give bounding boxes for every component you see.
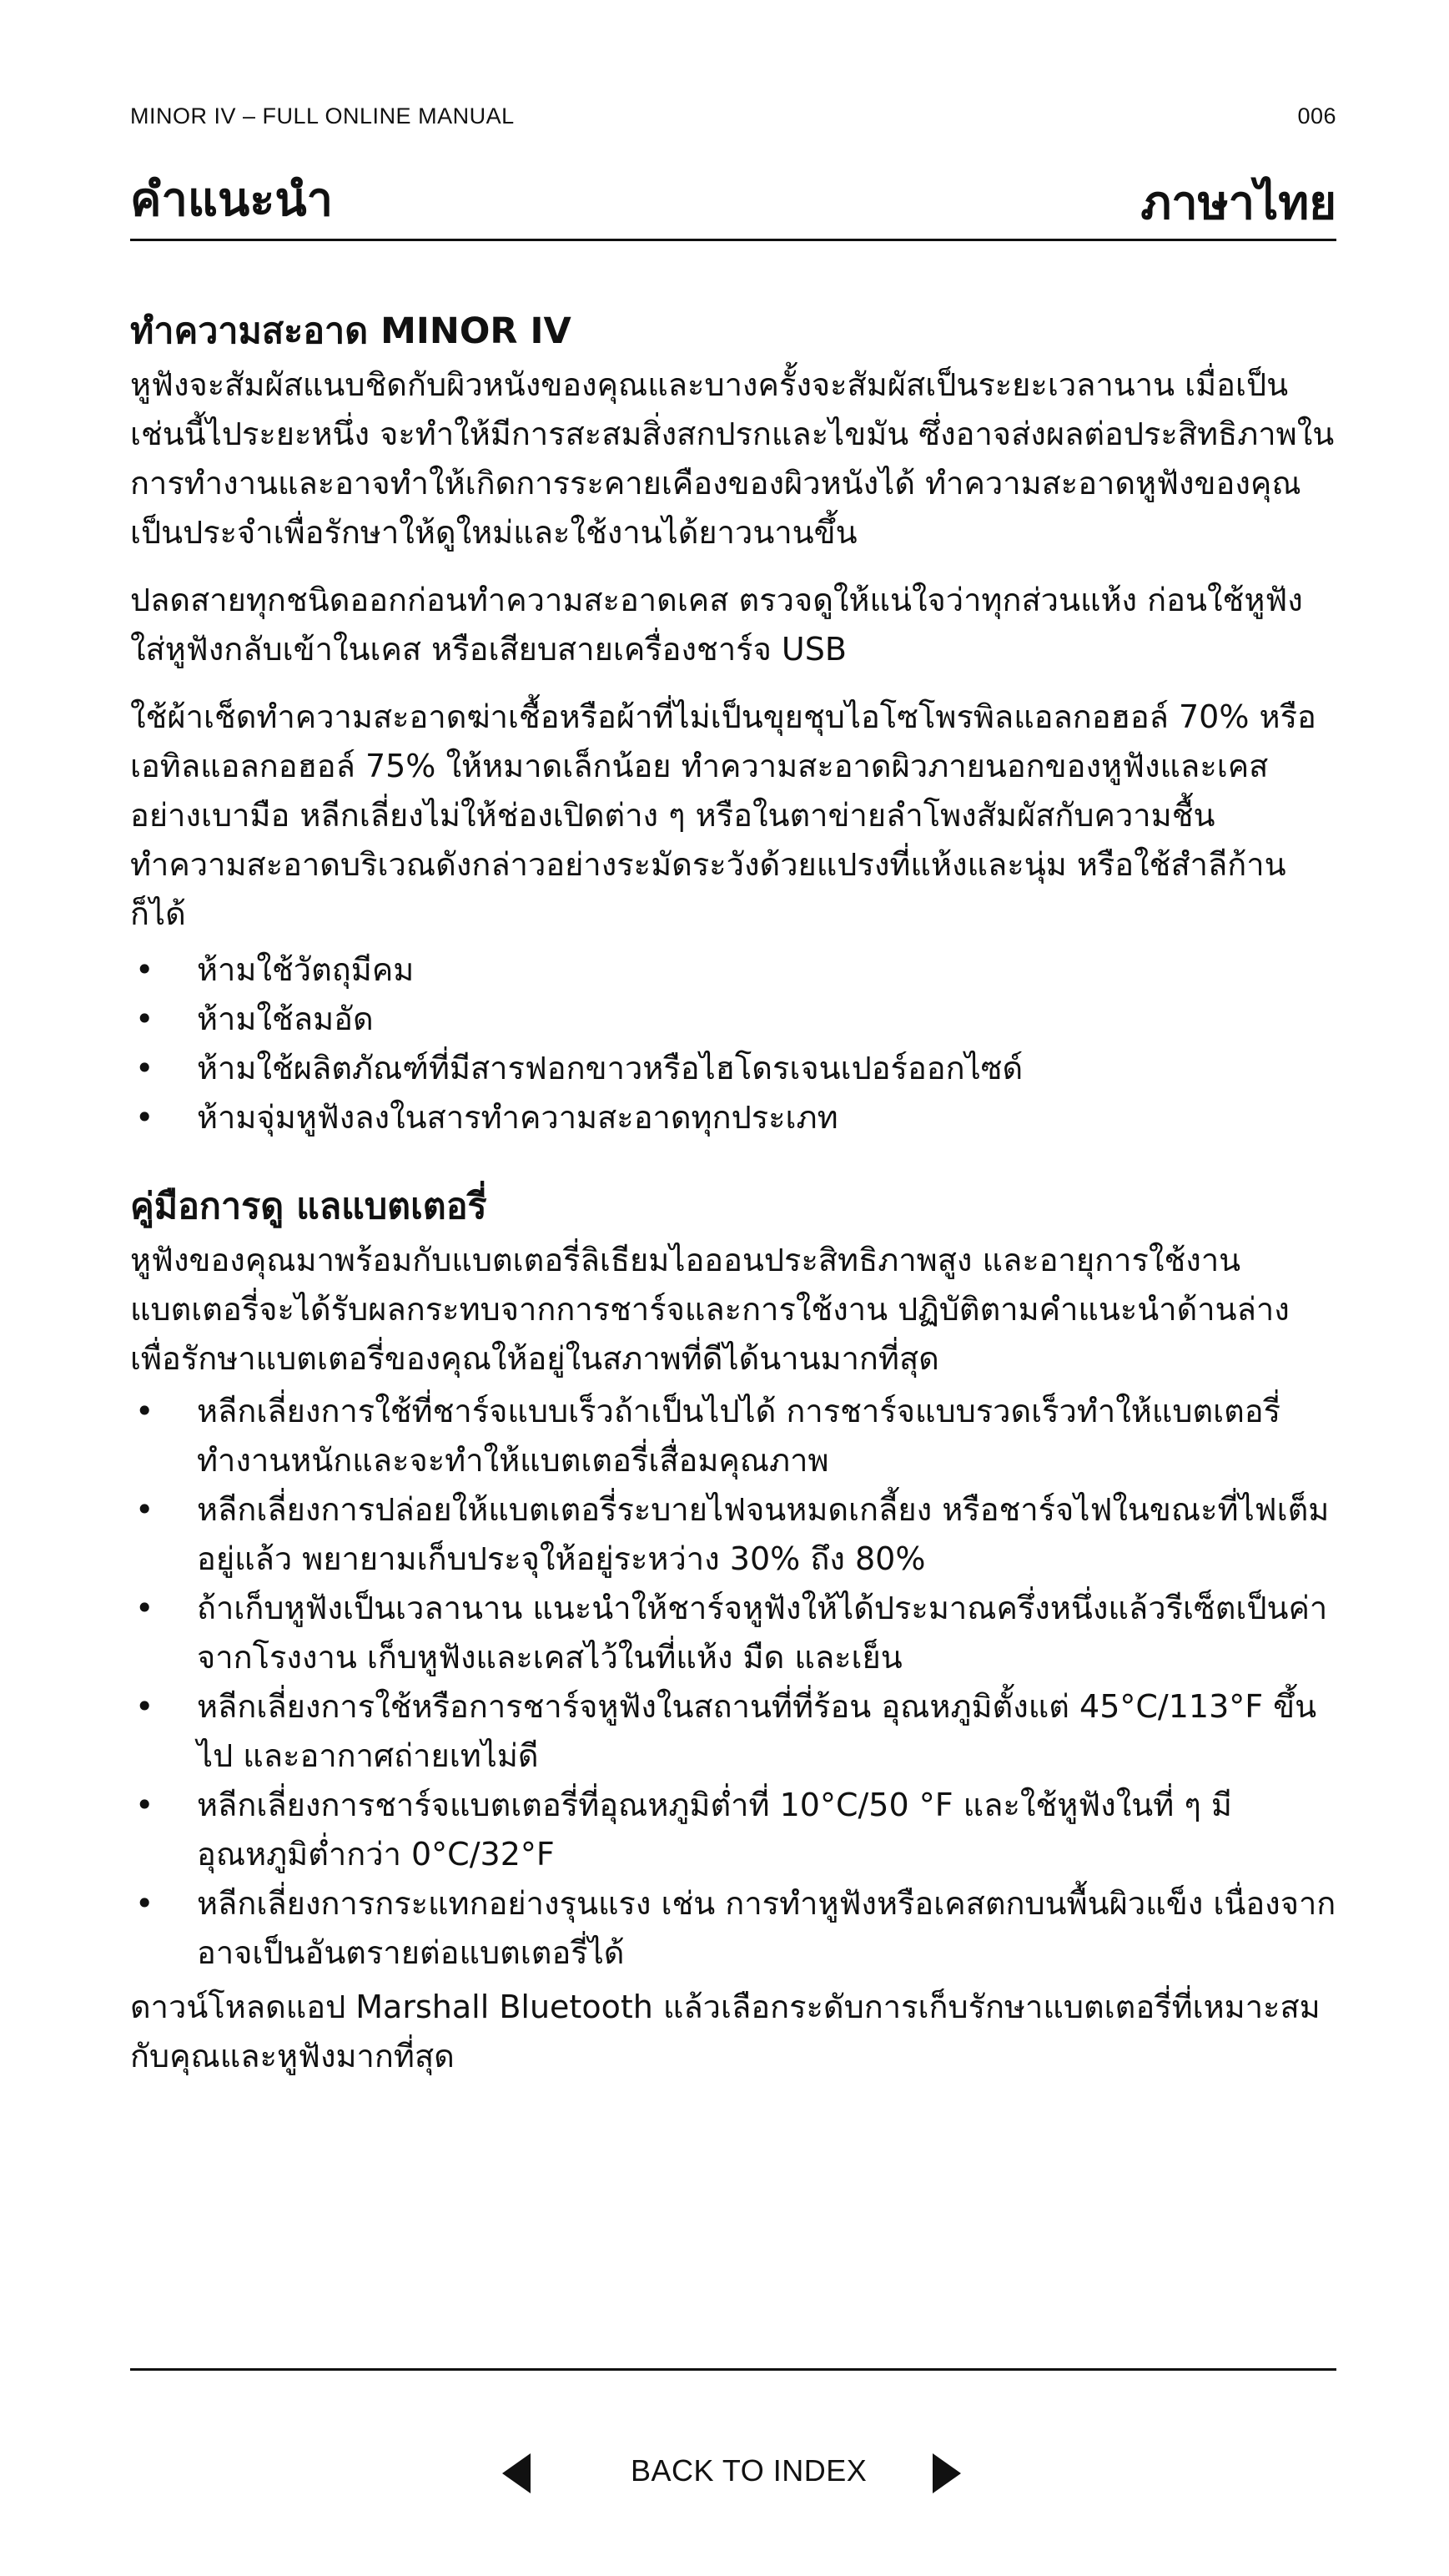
battery-intro: หูฟังของคุณมาพร้อมกับแบตเตอรี่ลิเธียมไอออนประสิทธิภาพสูง และอายุการใช้งานแบตเตอรี่จะได้รับผลกระทบจากการชาร์จและการใช้งาน ปฏิบัติตามคำแนะนำด้านล่างเพื่อรักษาแบตเตอรี่ของคุณให้อยู่ในสภาพที่ดีได้นานมากที่สุด	[130, 1242, 1290, 1377]
battery-tips-list	[130, 1387, 1336, 1978]
section-heading: คำแนะนำ	[130, 173, 334, 227]
heading-row	[130, 160, 1336, 240]
list-item-text: หลีกเลี่ยงการใช้ที่ชาร์จแบบเร็วถ้าเป็นไปได้ การชาร์จแบบรวดเร็วทำให้แบตเตอรี่ทำงานหนักและจะทำให้แบตเตอรี่เสื่อมคุณภาพ	[197, 1393, 1281, 1479]
back-to-index-link[interactable]: BACK TO INDEX	[631, 2453, 868, 2488]
footer-divider	[130, 2368, 1336, 2371]
list-item	[130, 1485, 1336, 1584]
list-item	[130, 1781, 1336, 1879]
next-page-icon[interactable]	[933, 2453, 961, 2493]
bullet-dot: •	[135, 1393, 154, 1429]
list-item-text: ห้ามใช้ผลิตภัณฑ์ที่มีสารฟอกขาวหรือไฮโดรเจนเปอร์ออกไซด์	[197, 1050, 1024, 1086]
cleaning-paragraph: หูฟังจะสัมผัสแนบชิดกับผิวหนังของคุณและบางครั้งจะสัมผัสเป็นระยะเวลานาน เมื่อเป็นเช่นนี้ไประยะหนึ่ง จะทำให้มีการสะสมสิ่งสกปรกและไขมัน ซึ่งอาจส่งผลต่อประสิทธิภาพในการทำงานและอาจทำให้เกิดการระคายเคืองของผิวหนังได้ ทำความสะอาดหูฟังของคุณเป็นประจำเพื่อรักษาให้ดูใหม่และใช้งานได้ยาวนานขึ้น	[130, 366, 1335, 551]
cleaning-paragraph: ใช้ผ้าเช็ดทำความสะอาดฆ่าเชื้อหรือผ้าที่ไม่เป็นขุยชุบไอโซโพรพิลแอลกอฮอล์ 70% หรือเอทิลแอลกอฮอล์ 75% ให้หมาดเล็กน้อย ทำความสะอาดผิวภายนอกของหูฟังและเคสอย่างเบามือ หลีกเลี่ยงไม่ให้ช่องเปิดต่าง ๆ หรือในตาข่ายลำโพงสัมผัสกับความชื้น ทำความสะอาดบริเวณดังกล่าวอย่างระมัดระวังด้วยแปรงที่แห้งและนุ่ม หรือใช้สำลีก้านก็ได้	[130, 698, 1316, 932]
bullet-dot: •	[135, 951, 154, 988]
bullet-dot: •	[135, 1688, 154, 1725]
list-item-text: หลีกเลี่ยงการกระแทกอย่างรุนแรง เช่น การทำหูฟังหรือเคสตกบนพื้นผิวแข็ง เนื่องจากอาจเป็นอันตรายต่อแบตเตอรี่ได้	[197, 1885, 1336, 1971]
list-item-text: หลีกเลี่ยงการใช้หรือการชาร์จหูฟังในสถานที่ที่ร้อน อุณหภูมิตั้งแต่ 45°C/113°F ขึ้นไป และอากาศถ่ายเทไม่ดี	[197, 1688, 1317, 1774]
list-item-text: หลีกเลี่ยงการชาร์จแบตเตอรี่ที่อุณหภูมิต่ำที่ 10°C/50 °F และใช้หูฟังในที่ ๆ มีอุณหภูมิต่ำกว่า 0°C/32°F	[197, 1787, 1232, 1873]
list-item-text: หลีกเลี่ยงการปล่อยให้แบตเตอรี่ระบายไฟจนหมดเกลี้ยง หรือชาร์จไฟในขณะที่ไฟเต็มอยู่แล้ว พยายามเก็บประจุให้อยู่ระหว่าง 30% ถึง 80%	[197, 1491, 1330, 1577]
list-item	[130, 1387, 1336, 1485]
page-navigation	[130, 2445, 1336, 2512]
list-item-text: ห้ามจุ่มหูฟังลงในสารทำความสะอาดทุกประเภท	[197, 1099, 838, 1136]
list-item	[130, 995, 1336, 1044]
bullet-dot: •	[135, 1787, 154, 1823]
cleaning-paragraph: ปลดสายทุกชนิดออกก่อนทำความสะอาดเคส ตรวจดูให้แน่ใจว่าทุกส่วนแห้ง ก่อนใช้หูฟัง ใส่หูฟังกลับเข้าในเคส หรือเสียบสายเครื่องชาร์จ USB	[130, 582, 1303, 668]
battery-outro: ดาวน์โหลดแอป Marshall Bluetooth แล้วเลือกระดับการเก็บรักษาแบตเตอรี่ที่เหมาะสมกับคุณและหูฟังมากที่สุด	[130, 1989, 1321, 2074]
section-spacer	[130, 1147, 1336, 1182]
page-content	[130, 307, 1336, 2100]
list-item	[130, 1093, 1336, 1142]
bullet-dot: •	[135, 1885, 154, 1922]
list-item	[130, 1044, 1336, 1093]
battery-title: คู่มือการดู แลแบตเตอรี่	[130, 1186, 487, 1228]
cleaning-warnings-list	[130, 945, 1336, 1142]
bullet-dot: •	[135, 1491, 154, 1528]
list-item-text: ถ้าเก็บหูฟังเป็นเวลานาน แนะนำให้ชาร์จหูฟังให้ได้ประมาณครึ่งหนึ่งแล้วรีเซ็ตเป็นค่าจากโรงงาน เก็บหูฟังและเคสไว้ในที่แห้ง มืด และเย็น	[197, 1590, 1328, 1676]
header-divider	[130, 239, 1336, 241]
cleaning-title: ทำความสะอาด MINOR IV	[130, 310, 571, 352]
bullet-dot: •	[135, 1099, 154, 1136]
list-item	[130, 1584, 1336, 1682]
bullet-dot: •	[135, 1590, 154, 1626]
manual-page	[130, 0, 1336, 2576]
language-heading: ภาษาไทย	[1140, 176, 1336, 230]
document-title: MINOR IV – FULL ONLINE MANUAL	[130, 103, 515, 129]
bullet-dot: •	[135, 1001, 154, 1037]
bullet-dot: •	[135, 1050, 154, 1086]
list-item	[130, 945, 1336, 995]
list-item	[130, 1682, 1336, 1781]
page-number: 006	[1297, 103, 1336, 129]
previous-page-icon[interactable]	[502, 2453, 531, 2493]
list-item	[130, 1879, 1336, 1978]
list-item-text: ห้ามใช้ลมอัด	[197, 1001, 374, 1037]
list-item-text: ห้ามใช้วัตถุมีคม	[197, 951, 415, 988]
